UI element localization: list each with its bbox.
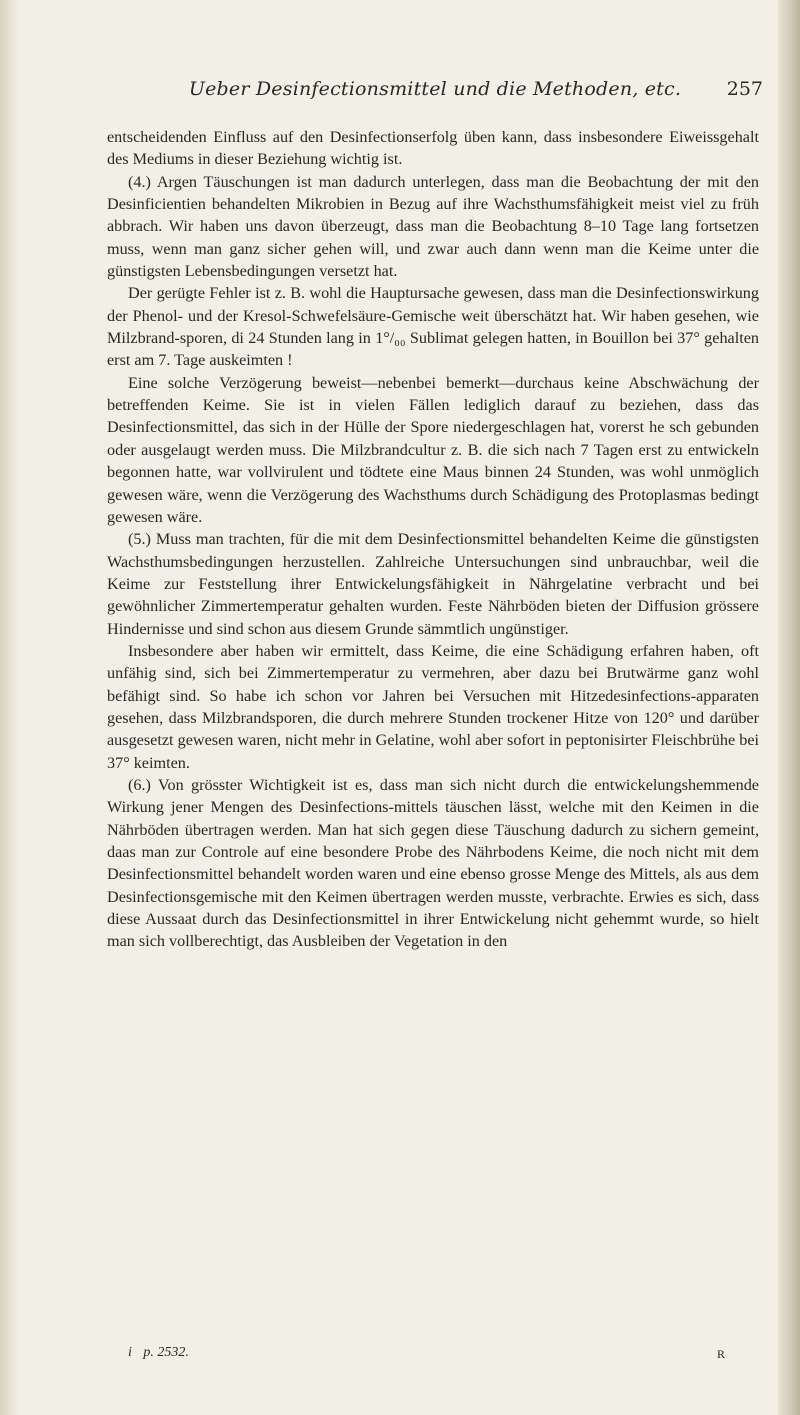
paragraph: (5.) Muss man trachten, für die mit dem Desinfectionsmittel behandelten Keime die günstigsten Wachsthumsbedingungen herzustellen. Zahlreiche Untersuchungen sind unbrauchbar, weil die Keime zur Feststellung ihrer Entwickelungsfähigkeit in Nährgelatine verbracht und bei gewöhnlicher Zimmertemperatur gehalten wurden. Feste Nährböden bieten der Diffusion grössere Hindernisse und sind schon aus diesem Grunde sämmtlich ungünstiger. (107, 530, 759, 638)
printer-signature (128, 1345, 189, 1361)
paragraph: Der gerügte Fehler ist z. B. wohl die Hauptursache gewesen, dass man die Desinfectionswirkung der Phenol- und der Kresol-Schwefelsäure-Gemische weit überschätzt hat. Wir haben gesehen, wie Milzbrand-sporen, di 24 Stunden lang in 1°/₀₀ Sublimat gelegen hatten, in Bouillon bei 37° gehalten erst am 7. Tage auskeimten ! (107, 284, 759, 370)
page-footer (128, 1345, 725, 1367)
page-number: 257 (726, 78, 763, 100)
page-edge (778, 0, 800, 1415)
running-title: Ueber Desinfectionsmittel und die Methoden, etc. (188, 78, 682, 100)
paragraph: (4.) Argen Täuschungen ist man dadurch unterlegen, dass man die Beobachtung der mit den Desinficientien behandelten Mikrobien in Bezug auf ihre Wachsthumsfähigkeit meist viel zu früh abbrach. Wir haben uns davon überzeugt, dass man die Beobachtung 8–10 Tage lang fortsetzen muss, wenn man ganz sicher gehen will, und zwar auch dann wenn man die Keime unter die günstigsten Lebensbedingungen versetzt hat. (107, 172, 759, 281)
paragraph: entscheidenden Einfluss auf den Desinfectionserfolg üben kann, dass insbesondere Eiweissgehalt des Mediums in dieser Beziehung wichtig ist. (107, 128, 759, 169)
paragraph: (6.) Von grösster Wichtigkeit ist es, dass man sich nicht durch die entwickelungshemmende Wirkung jener Mengen des Desinfections-mittels täuschen lässt, welche mit den Keimen in die Nährböden übertragen werden. Man hat sich gegen diese Täuschung dadurch zu sichern gemeint, daas man zur Controle auf eine besondere Probe des Nährbodens Keime, die noch nicht mit dem Desinfectionsmittel behandelt worden waren und eine ebenso grosse Menge des Mittels, als aus dem Desinfectionsgemische mit den Keimen übertragen werden musste, verbrachte. Erwies es sich, dass diese Aussaat durch das Desinfectionsmittel in ihrer Entwickelung nicht gehemmt wurde, so hielt man sich vollberechtigt, das Ausbleiben der Vegetation in den (107, 775, 759, 951)
sheet-mark: R (716, 1347, 725, 1361)
body-text (107, 126, 759, 953)
paragraph: Insbesondere aber haben wir ermittelt, dass Keime, die eine Schädigung erfahren haben, oft unfähig sind, sich bei Zimmertemperatur zu vermehren, aber dazu bei Brutwärme ganz wohl befähigt sind. So habe ich schon vor Jahren bei Versuchen mit Hitzedesinfections-apparaten gesehen, dass Milzbrandsporen, die durch mehrere Stunden trockener Hitze von 120° und darüber ausgesetzt gewesen waren, nicht mehr in Gelatine, wohl aber sofort in peptonisirter Fleischbrühe bei 37° keimten. (107, 641, 759, 772)
page-header (107, 74, 763, 104)
paragraph: Eine solche Verzögerung beweist—nebenbei bemerkt—durchaus keine Abschwächung der betreffenden Keime. Sie ist in vielen Fällen lediglich darauf zu beziehen, dass das Desinfectionsmittel, das sich in der Hülle der Spore niedergeschlagen hat, vorerst he sch gebunden oder ausgelaugt werden muss. Die Milzbrandcultur z. B. die sich nach 7 Tagen erst zu entwickeln begonnen hatte, war vollvirulent und tödtete eine Maus binnen 24 Stunden, was wohl unmöglich gewesen wäre, wenn die Verzögerung des Wachsthums durch Schädigung des Protoplasmas bedingt gewesen wäre. (107, 373, 759, 526)
signature-text: p. 2532. (143, 1345, 189, 1360)
page-fold-shadow (0, 0, 18, 1415)
signature-mark: i (128, 1345, 132, 1360)
